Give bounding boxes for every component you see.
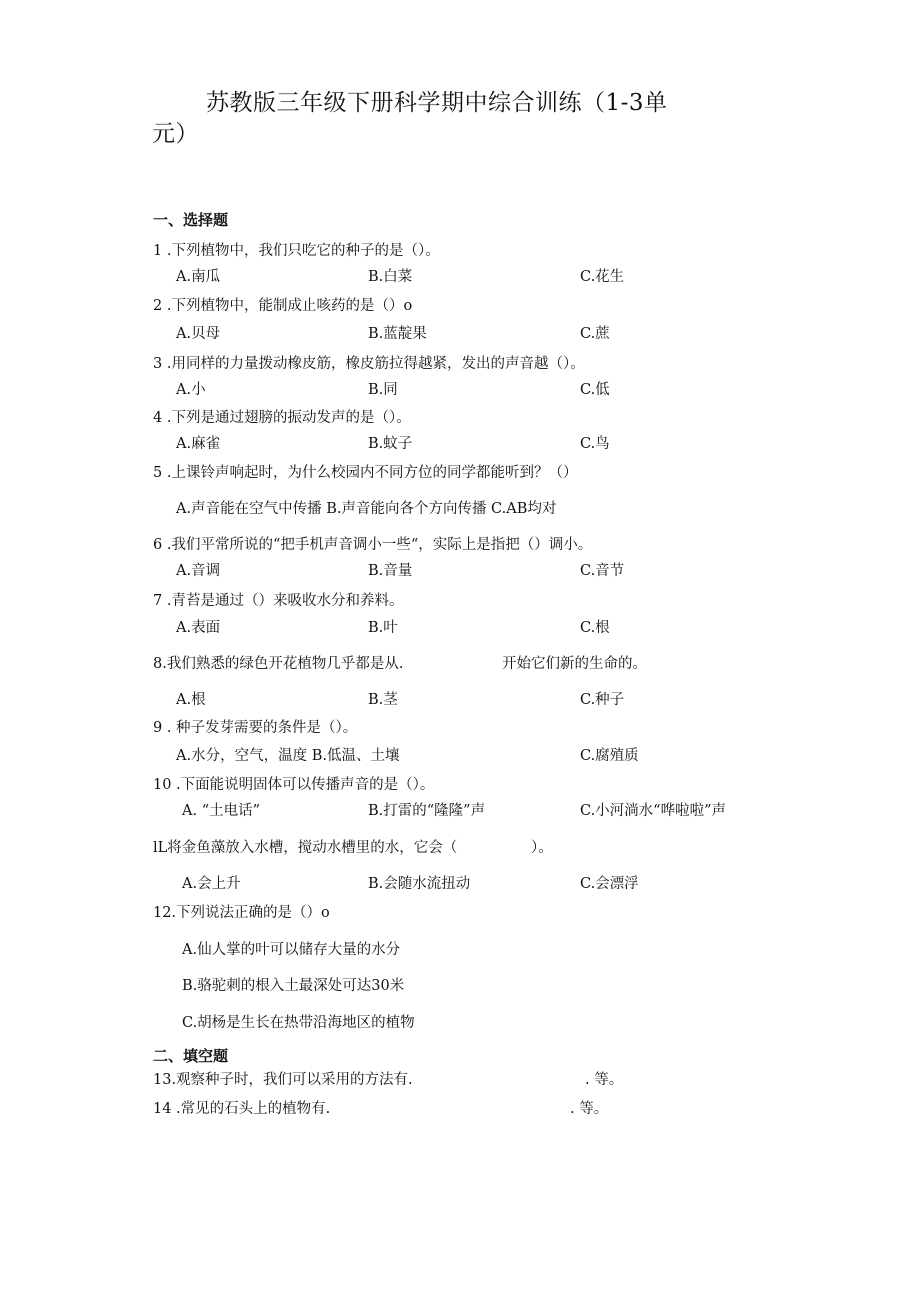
question-10: 10 .下面能说明固体可以传播声音的是（）。 (153, 777, 435, 793)
q6-option-c: C.音节 (580, 563, 625, 579)
q8-option-b: B.茎 (368, 692, 398, 708)
q7-option-a: A.表面 (176, 620, 221, 636)
q12-option-a: A.仙人掌的叶可以储存大量的水分 (182, 942, 401, 958)
q4-option-a: A.麻雀 (176, 436, 221, 452)
q3-option-a: A.小 (176, 382, 206, 398)
question-11-continued: ）。 (531, 840, 553, 856)
question-7: 7 .青苔是通过（）来吸收水分和养料。 (153, 593, 404, 609)
q3-option-b: B.同 (368, 382, 398, 398)
document-title-continued: 元） (152, 121, 199, 147)
question-9: 9 . 种子发芽需要的条件是（）。 (153, 720, 358, 736)
q5-options: A.声音能在空气中传播 B.声音能向各个方向传播 C.AB均对 (176, 501, 557, 517)
q10-option-a: A. “土电话” (182, 803, 261, 819)
q6-option-b: B.音量 (368, 563, 413, 579)
q3-option-c: C.低 (580, 382, 610, 398)
question-11: lL将金鱼藻放入水槽，搅动水槽里的水，它会（ (153, 840, 458, 856)
question-13: 13.观察种子时，我们可以采用的方法有. (153, 1072, 413, 1088)
q12-option-c: C.胡杨是生长在热带沿海地区的植物 (182, 1015, 415, 1031)
question-13-continued: . 等。 (585, 1072, 624, 1088)
q9-option-c: C.腐殖质 (580, 748, 639, 764)
question-8: 8.我们熟悉的绿色开花植物几乎都是从. (153, 656, 404, 672)
q1-option-a: A.南瓜 (176, 269, 221, 285)
q2-option-c: C.蔗 (580, 326, 610, 342)
q11-option-b: B.会随水流扭动 (368, 876, 471, 892)
q4-option-b: B.蚊子 (368, 436, 413, 452)
q12-option-b: B.骆驼刺的根入土最深处可达30米 (182, 978, 405, 994)
question-14-continued: . 等。 (570, 1101, 609, 1117)
q11-option-c: C.会漂浮 (580, 876, 639, 892)
q1-option-c: C.花生 (580, 269, 625, 285)
q11-option-a: A.会上升 (182, 876, 241, 892)
q10-option-b: B.打雷的“隆隆”声 (368, 803, 486, 819)
question-2: 2 .下列植物中，能制成止咳药的是（）o (153, 298, 413, 314)
question-5: 5 .上课铃声响起时，为什么校园内不同方位的同学都能听到？（） (153, 465, 578, 481)
q2-option-a: A.贝母 (176, 326, 221, 342)
q9-option-ab: A.水分，空气，温度 B.低温、土壤 (176, 748, 400, 764)
section-heading-fill-blank: 二、填空题 (153, 1047, 229, 1065)
q8-option-c: C.种子 (580, 692, 625, 708)
section-heading-choice: 一、选择题 (153, 211, 229, 229)
question-4: 4 .下列是通过翅膀的振动发声的是（）。 (153, 410, 411, 426)
q2-option-b: B.蓝靛果 (368, 326, 427, 342)
question-6: 6 .我们平常所说的“把手机声音调小一些“，实际上是指把（）调小。 (153, 537, 593, 553)
question-3: 3 .用同样的力量拨动橡皮筋，橡皮筋拉得越紧，发出的声音越（）。 (153, 356, 585, 372)
q4-option-c: C.鸟 (580, 436, 610, 452)
q1-option-b: B.白菜 (368, 269, 413, 285)
question-12: 12.下列说法正确的是（）o (153, 905, 330, 921)
document-title: 苏教版三年级下册科学期中综合训练（1-3单 (206, 90, 668, 116)
question-1: 1 .下列植物中，我们只吃它的种子的是（）。 (153, 243, 440, 259)
q7-option-c: C.根 (580, 620, 610, 636)
question-14: 14 .常见的石头上的植物有. (153, 1101, 331, 1117)
q6-option-a: A.音调 (176, 563, 221, 579)
q10-option-c: C.小河淌水“哗啦啦”声 (580, 803, 727, 819)
q8-option-a: A.根 (176, 692, 206, 708)
q7-option-b: B.叶 (368, 620, 398, 636)
question-8-continued: 开始它们新的生命的。 (502, 656, 647, 672)
